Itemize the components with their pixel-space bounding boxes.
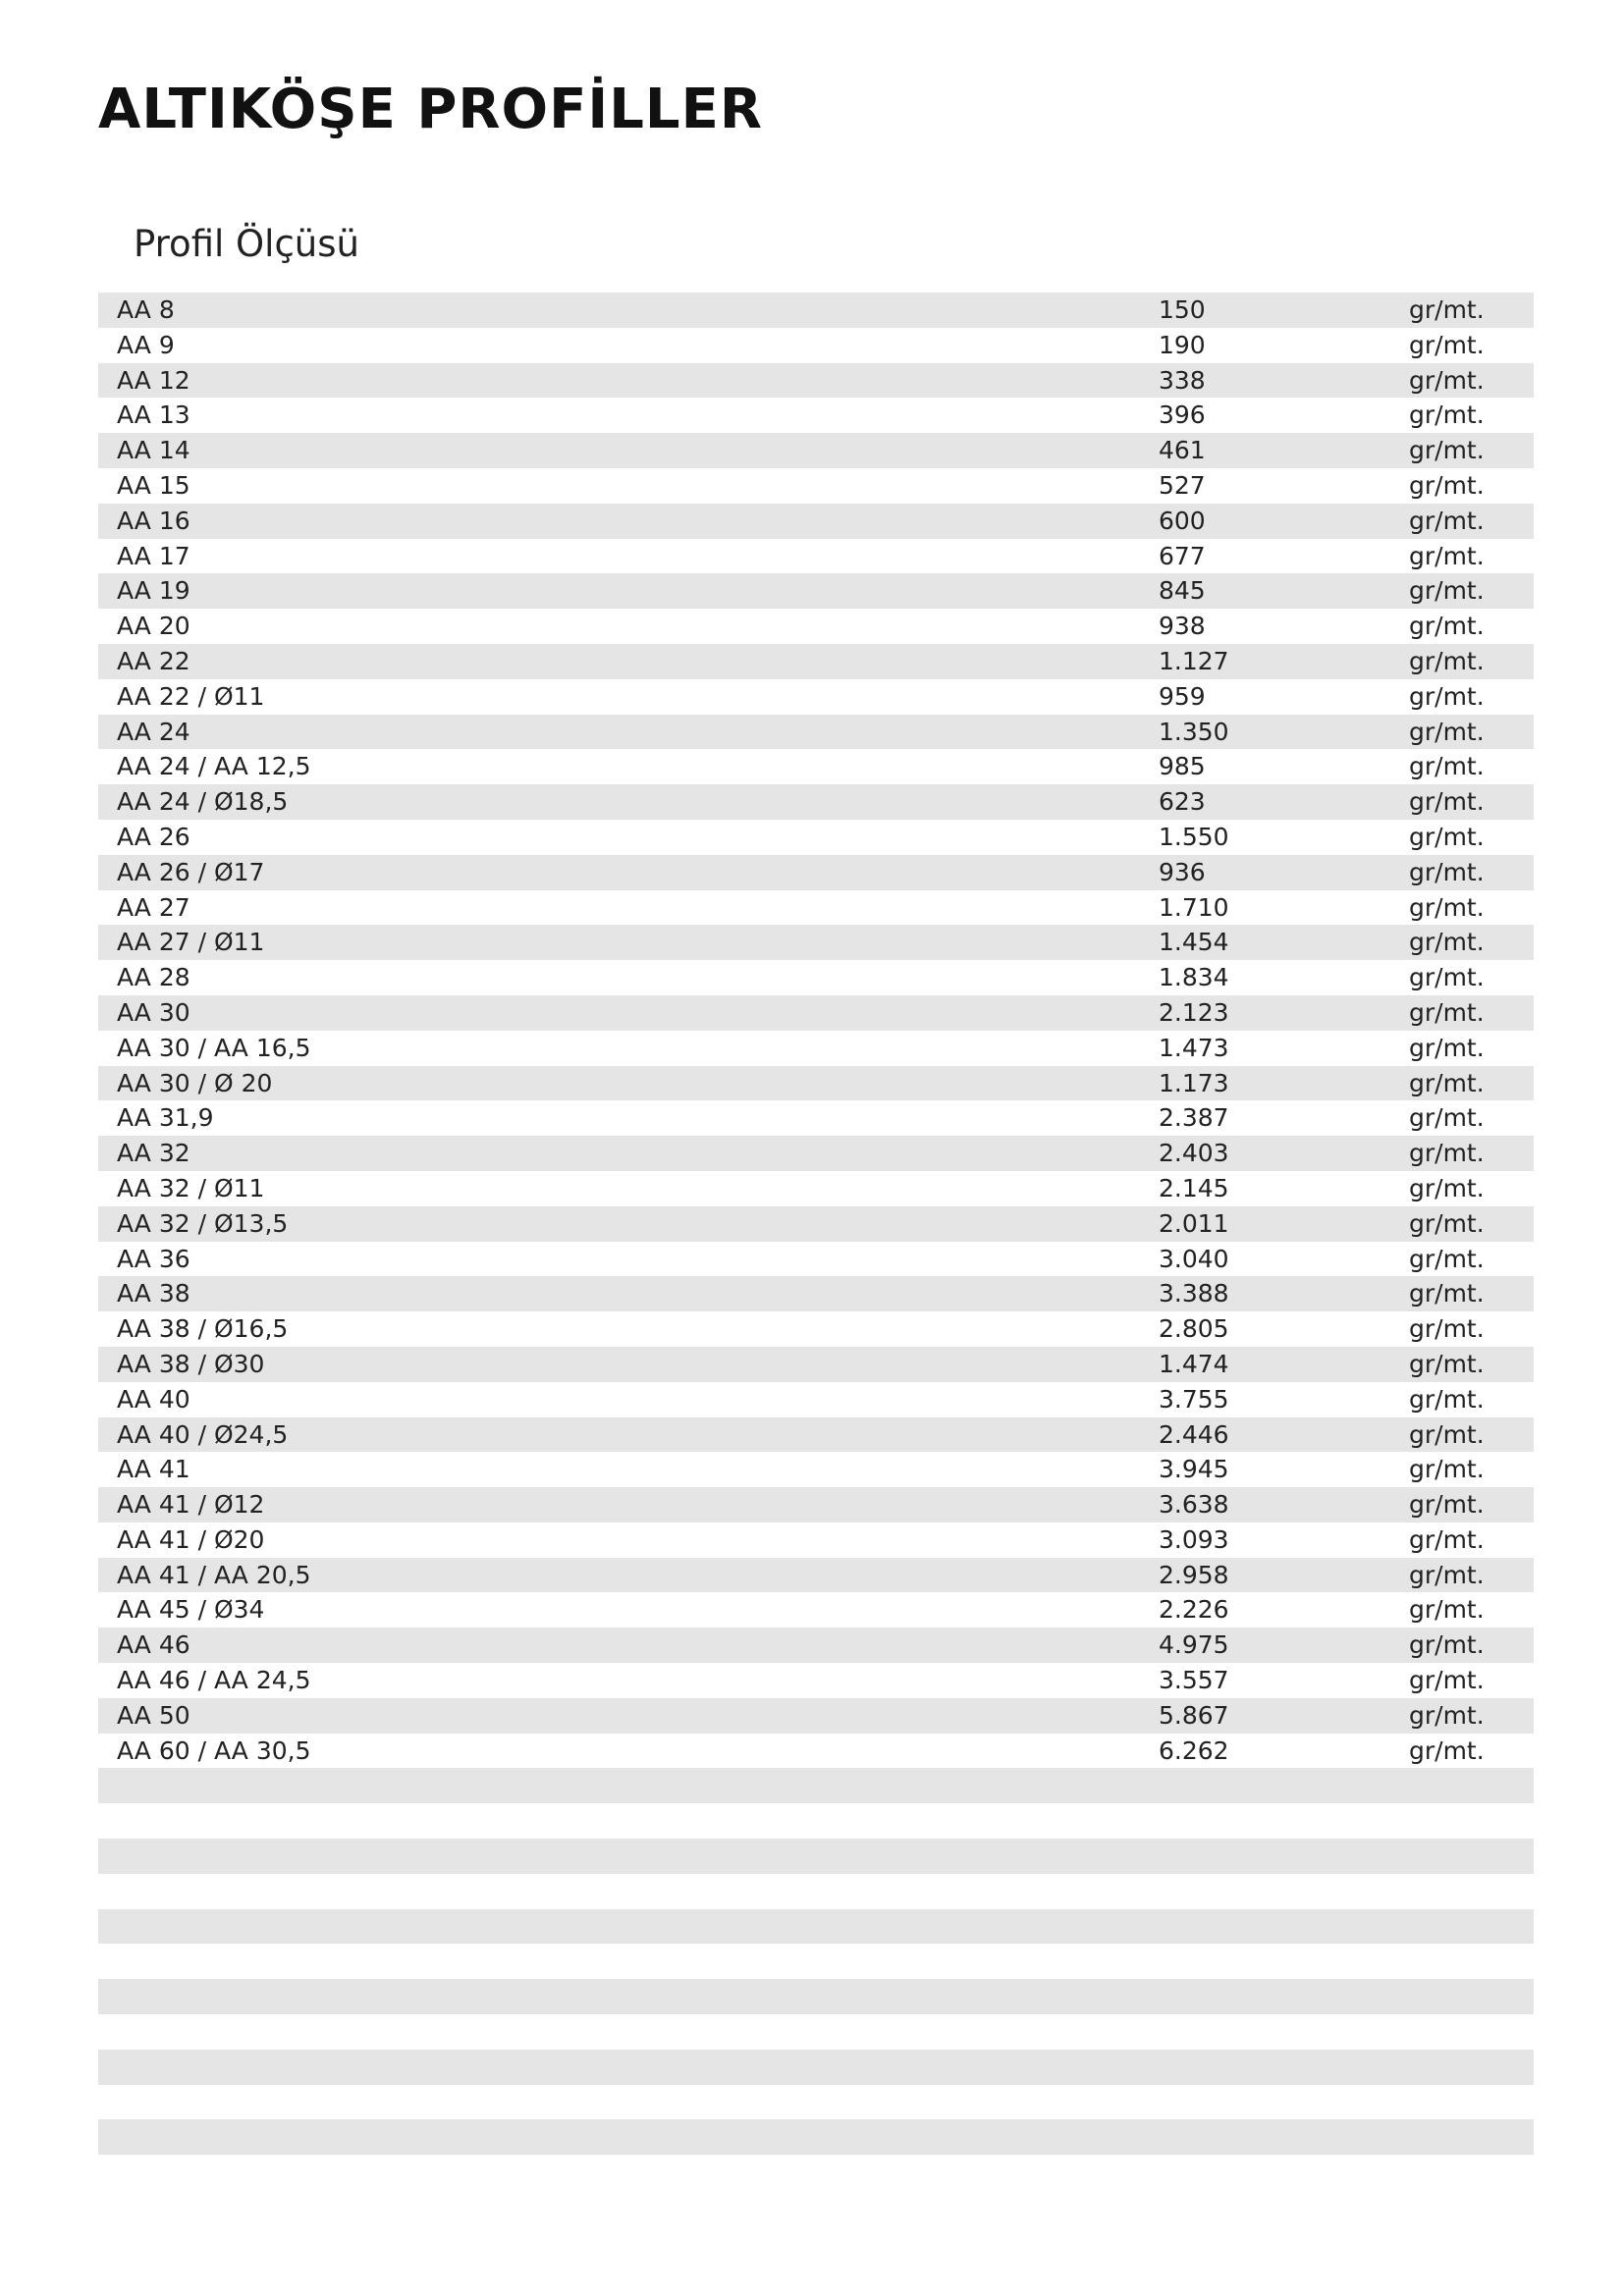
weight-value-cell: 3.388 bbox=[1159, 1279, 1229, 1308]
unit-cell: gr/mt. bbox=[1409, 822, 1485, 851]
unit-cell: gr/mt. bbox=[1409, 1490, 1485, 1520]
unit-cell: gr/mt. bbox=[1409, 1595, 1485, 1625]
table-row bbox=[98, 363, 1534, 399]
profile-size-cell: AA 22 / Ø11 bbox=[117, 681, 265, 711]
profile-size-cell: AA 14 bbox=[117, 436, 190, 465]
table-row bbox=[98, 1311, 1534, 1347]
weight-value-cell: 3.638 bbox=[1159, 1490, 1229, 1520]
unit-cell: gr/mt. bbox=[1409, 1700, 1485, 1730]
unit-cell: gr/mt. bbox=[1409, 1314, 1485, 1344]
unit-cell: gr/mt. bbox=[1409, 1244, 1485, 1273]
weight-value-cell: 2.958 bbox=[1159, 1560, 1229, 1589]
profile-size-cell: AA 30 bbox=[117, 997, 190, 1027]
unit-cell: gr/mt. bbox=[1409, 400, 1485, 430]
unit-cell: gr/mt. bbox=[1409, 1349, 1485, 1378]
profile-size-cell: AA 30 / AA 16,5 bbox=[117, 1033, 311, 1062]
table-row bbox=[98, 890, 1534, 926]
weight-value-cell: 1.474 bbox=[1159, 1349, 1229, 1378]
weight-value-cell: 2.226 bbox=[1159, 1595, 1229, 1625]
unit-cell: gr/mt. bbox=[1409, 752, 1485, 781]
weight-value-cell: 677 bbox=[1159, 541, 1206, 570]
table-row bbox=[98, 855, 1534, 890]
profile-size-cell: AA 17 bbox=[117, 541, 190, 570]
weight-value-cell: 527 bbox=[1159, 470, 1206, 500]
table-row bbox=[98, 1698, 1534, 1734]
unit-cell: gr/mt. bbox=[1409, 963, 1485, 992]
table-row bbox=[98, 1417, 1534, 1453]
table-row bbox=[98, 468, 1534, 504]
profile-size-cell: AA 41 / Ø12 bbox=[117, 1490, 265, 1520]
profile-size-column-heading: Profil Ölçüsü bbox=[134, 223, 359, 265]
table-row bbox=[98, 504, 1534, 539]
weight-value-cell: 1.834 bbox=[1159, 963, 1229, 992]
table-row bbox=[98, 1592, 1534, 1628]
unit-cell: gr/mt. bbox=[1409, 436, 1485, 465]
weight-value-cell: 338 bbox=[1159, 365, 1206, 395]
table-row bbox=[98, 609, 1534, 644]
profile-size-cell: AA 36 bbox=[117, 1244, 190, 1273]
weight-value-cell: 2.403 bbox=[1159, 1139, 1229, 1168]
table-row bbox=[98, 1206, 1534, 1242]
weight-value-cell: 3.557 bbox=[1159, 1666, 1229, 1695]
table-row bbox=[98, 715, 1534, 750]
table-row bbox=[98, 1487, 1534, 1522]
profile-size-cell: AA 41 / Ø20 bbox=[117, 1524, 265, 1554]
profile-size-cell: AA 60 / AA 30,5 bbox=[117, 1735, 311, 1765]
profile-size-cell: AA 27 / Ø11 bbox=[117, 928, 265, 957]
weight-value-cell: 5.867 bbox=[1159, 1700, 1229, 1730]
weight-value-cell: 2.446 bbox=[1159, 1419, 1229, 1449]
table-row bbox=[98, 1979, 1534, 2014]
weight-value-cell: 461 bbox=[1159, 436, 1206, 465]
weight-value-cell: 938 bbox=[1159, 612, 1206, 641]
weight-value-cell: 1.173 bbox=[1159, 1068, 1229, 1097]
unit-cell: gr/mt. bbox=[1409, 717, 1485, 746]
profile-size-cell: AA 28 bbox=[117, 963, 190, 992]
weight-value-cell: 1.127 bbox=[1159, 646, 1229, 675]
unit-cell: gr/mt. bbox=[1409, 365, 1485, 395]
unit-cell: gr/mt. bbox=[1409, 1173, 1485, 1202]
table-row bbox=[98, 1100, 1534, 1136]
table-row bbox=[98, 679, 1534, 715]
table-row bbox=[98, 433, 1534, 468]
profile-size-cell: AA 38 / Ø30 bbox=[117, 1349, 265, 1378]
profile-size-cell: AA 40 bbox=[117, 1384, 190, 1414]
unit-cell: gr/mt. bbox=[1409, 1455, 1485, 1484]
profile-size-cell: AA 46 / AA 24,5 bbox=[117, 1666, 311, 1695]
table-row bbox=[98, 1909, 1534, 1945]
table-row bbox=[98, 1031, 1534, 1066]
profile-size-cell: AA 46 bbox=[117, 1630, 190, 1660]
table-row bbox=[98, 1242, 1534, 1277]
profile-size-cell: AA 31,9 bbox=[117, 1103, 214, 1133]
weight-value-cell: 396 bbox=[1159, 400, 1206, 430]
table-row bbox=[98, 1452, 1534, 1487]
unit-cell: gr/mt. bbox=[1409, 997, 1485, 1027]
unit-cell: gr/mt. bbox=[1409, 612, 1485, 641]
table-row bbox=[98, 995, 1534, 1031]
profile-size-cell: AA 16 bbox=[117, 506, 190, 535]
profile-size-cell: AA 27 bbox=[117, 892, 190, 922]
table-row bbox=[98, 1839, 1534, 1874]
table-row bbox=[98, 1944, 1534, 1979]
weight-value-cell: 2.805 bbox=[1159, 1314, 1229, 1344]
profile-size-cell: AA 38 / Ø16,5 bbox=[117, 1314, 289, 1344]
weight-value-cell: 2.123 bbox=[1159, 997, 1229, 1027]
table-row bbox=[98, 1628, 1534, 1663]
weight-value-cell: 190 bbox=[1159, 330, 1206, 359]
weight-value-cell: 2.145 bbox=[1159, 1173, 1229, 1202]
unit-cell: gr/mt. bbox=[1409, 928, 1485, 957]
table-row bbox=[98, 1347, 1534, 1382]
profile-size-cell: AA 32 / Ø11 bbox=[117, 1173, 265, 1202]
profile-size-cell: AA 12 bbox=[117, 365, 190, 395]
table-row bbox=[98, 398, 1534, 433]
table-row bbox=[98, 1803, 1534, 1839]
table-row bbox=[98, 784, 1534, 820]
table-row bbox=[98, 749, 1534, 784]
table-row bbox=[98, 1382, 1534, 1417]
unit-cell: gr/mt. bbox=[1409, 787, 1485, 817]
weight-value-cell: 4.975 bbox=[1159, 1630, 1229, 1660]
table-row bbox=[98, 1066, 1534, 1101]
profile-size-cell: AA 22 bbox=[117, 646, 190, 675]
profile-size-cell: AA 32 bbox=[117, 1139, 190, 1168]
unit-cell: gr/mt. bbox=[1409, 541, 1485, 570]
profile-size-cell: AA 41 / AA 20,5 bbox=[117, 1560, 311, 1589]
unit-cell: gr/mt. bbox=[1409, 1666, 1485, 1695]
table-row bbox=[98, 960, 1534, 995]
profile-size-cell: AA 26 / Ø17 bbox=[117, 857, 265, 886]
table-row bbox=[98, 1136, 1534, 1171]
profile-size-cell: AA 40 / Ø24,5 bbox=[117, 1419, 289, 1449]
unit-cell: gr/mt. bbox=[1409, 1208, 1485, 1238]
unit-cell: gr/mt. bbox=[1409, 1033, 1485, 1062]
unit-cell: gr/mt. bbox=[1409, 470, 1485, 500]
unit-cell: gr/mt. bbox=[1409, 506, 1485, 535]
weight-value-cell: 6.262 bbox=[1159, 1735, 1229, 1765]
table-row bbox=[98, 1558, 1534, 1593]
table-row bbox=[98, 1522, 1534, 1558]
table-row bbox=[98, 293, 1534, 328]
table-row bbox=[98, 2050, 1534, 2085]
table-row bbox=[98, 644, 1534, 679]
table-row bbox=[98, 328, 1534, 363]
weight-value-cell: 1.473 bbox=[1159, 1033, 1229, 1062]
weight-value-cell: 3.093 bbox=[1159, 1524, 1229, 1554]
weight-value-cell: 3.945 bbox=[1159, 1455, 1229, 1484]
weight-value-cell: 1.710 bbox=[1159, 892, 1229, 922]
profile-size-cell: AA 24 bbox=[117, 717, 190, 746]
profile-size-cell: AA 41 bbox=[117, 1455, 190, 1484]
table-row bbox=[98, 1663, 1534, 1698]
table-row bbox=[98, 573, 1534, 609]
profile-size-cell: AA 38 bbox=[117, 1279, 190, 1308]
profile-size-cell: AA 8 bbox=[117, 295, 175, 324]
profile-size-cell: AA 9 bbox=[117, 330, 175, 359]
weight-value-cell: 985 bbox=[1159, 752, 1206, 781]
profile-weight-table bbox=[98, 293, 1534, 2155]
table-row bbox=[98, 2119, 1534, 2155]
page-title: ALTIKÖŞE PROFİLLER bbox=[98, 78, 763, 141]
table-row bbox=[98, 925, 1534, 960]
unit-cell: gr/mt. bbox=[1409, 681, 1485, 711]
unit-cell: gr/mt. bbox=[1409, 1524, 1485, 1554]
weight-value-cell: 623 bbox=[1159, 787, 1206, 817]
table-row bbox=[98, 2085, 1534, 2120]
weight-value-cell: 150 bbox=[1159, 295, 1206, 324]
unit-cell: gr/mt. bbox=[1409, 1068, 1485, 1097]
table-row bbox=[98, 1276, 1534, 1311]
weight-value-cell: 1.454 bbox=[1159, 928, 1229, 957]
unit-cell: gr/mt. bbox=[1409, 1735, 1485, 1765]
table-row bbox=[98, 1874, 1534, 1909]
profile-size-cell: AA 24 / AA 12,5 bbox=[117, 752, 311, 781]
profile-size-cell: AA 32 / Ø13,5 bbox=[117, 1208, 289, 1238]
unit-cell: gr/mt. bbox=[1409, 1419, 1485, 1449]
weight-value-cell: 1.350 bbox=[1159, 717, 1229, 746]
unit-cell: gr/mt. bbox=[1409, 1279, 1485, 1308]
profile-size-cell: AA 26 bbox=[117, 822, 190, 851]
profile-size-cell: AA 45 / Ø34 bbox=[117, 1595, 265, 1625]
weight-value-cell: 845 bbox=[1159, 576, 1206, 606]
profile-size-cell: AA 24 / Ø18,5 bbox=[117, 787, 289, 817]
table-row bbox=[98, 2014, 1534, 2050]
weight-value-cell: 2.387 bbox=[1159, 1103, 1229, 1133]
profile-size-cell: AA 15 bbox=[117, 470, 190, 500]
profile-size-cell: AA 19 bbox=[117, 576, 190, 606]
weight-value-cell: 600 bbox=[1159, 506, 1206, 535]
weight-value-cell: 959 bbox=[1159, 681, 1206, 711]
weight-value-cell: 3.040 bbox=[1159, 1244, 1229, 1273]
weight-value-cell: 936 bbox=[1159, 857, 1206, 886]
unit-cell: gr/mt. bbox=[1409, 1630, 1485, 1660]
profile-size-cell: AA 30 / Ø 20 bbox=[117, 1068, 273, 1097]
profile-size-cell: AA 20 bbox=[117, 612, 190, 641]
unit-cell: gr/mt. bbox=[1409, 1560, 1485, 1589]
unit-cell: gr/mt. bbox=[1409, 1103, 1485, 1133]
profile-size-cell: AA 50 bbox=[117, 1700, 190, 1730]
unit-cell: gr/mt. bbox=[1409, 1384, 1485, 1414]
table-row bbox=[98, 1734, 1534, 1769]
weight-value-cell: 3.755 bbox=[1159, 1384, 1229, 1414]
weight-value-cell: 2.011 bbox=[1159, 1208, 1229, 1238]
weight-value-cell: 1.550 bbox=[1159, 822, 1229, 851]
unit-cell: gr/mt. bbox=[1409, 1139, 1485, 1168]
unit-cell: gr/mt. bbox=[1409, 330, 1485, 359]
unit-cell: gr/mt. bbox=[1409, 576, 1485, 606]
table-row bbox=[98, 1171, 1534, 1206]
table-row bbox=[98, 539, 1534, 574]
unit-cell: gr/mt. bbox=[1409, 295, 1485, 324]
table-row bbox=[98, 820, 1534, 855]
profile-size-cell: AA 13 bbox=[117, 400, 190, 430]
unit-cell: gr/mt. bbox=[1409, 857, 1485, 886]
unit-cell: gr/mt. bbox=[1409, 646, 1485, 675]
unit-cell: gr/mt. bbox=[1409, 892, 1485, 922]
table-row bbox=[98, 1768, 1534, 1803]
